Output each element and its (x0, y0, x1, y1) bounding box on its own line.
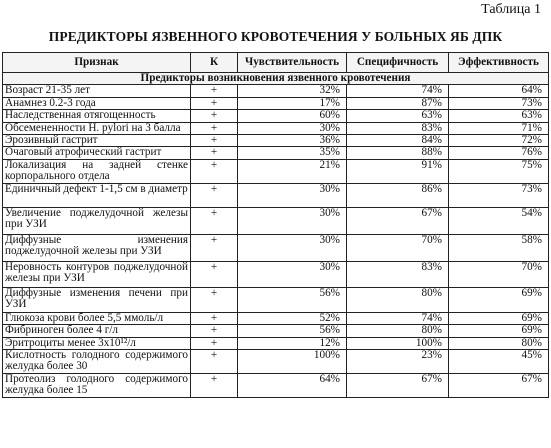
k-cell: + (191, 337, 238, 349)
sign-cell: Неровность контуров поджелудочной железы при УЗИ (3, 261, 191, 287)
section-row (3, 73, 549, 85)
specificity-cell: 63% (347, 110, 449, 122)
sign-cell: Фибриноген более 4 г/л (3, 325, 191, 337)
sign-cell: Возраст 21-35 лет (3, 85, 191, 97)
sign-cell: Очаговый атрофический гастрит (3, 147, 191, 159)
table-row (3, 234, 549, 261)
specificity-cell: 87% (347, 97, 449, 109)
efficiency-cell: 54% (449, 207, 549, 234)
sensitivity-cell: 52% (238, 312, 347, 324)
sensitivity-cell: 32% (238, 85, 347, 97)
sensitivity-cell: 36% (238, 135, 347, 147)
sensitivity-cell: 30% (238, 234, 347, 261)
table-row (3, 97, 549, 109)
table-row (3, 147, 549, 159)
sign-cell: Кислотность голодного содержимого желудка более 30 (3, 350, 191, 374)
table-row (3, 110, 549, 122)
efficiency-cell: 69% (449, 312, 549, 324)
specificity-cell: 83% (347, 122, 449, 134)
efficiency-cell: 45% (449, 350, 549, 374)
k-cell: + (191, 183, 238, 207)
section-title: Предикторы возникновения язвенного кровотечения (3, 73, 549, 85)
table-row (3, 85, 549, 97)
efficiency-cell: 73% (449, 183, 549, 207)
header-k: К (191, 53, 238, 73)
k-cell: + (191, 350, 238, 374)
specificity-cell: 86% (347, 183, 449, 207)
specificity-cell: 23% (347, 350, 449, 374)
table-row (3, 261, 549, 287)
k-cell: + (191, 325, 238, 337)
efficiency-cell: 72% (449, 135, 549, 147)
sensitivity-cell: 30% (238, 261, 347, 287)
k-cell: + (191, 159, 238, 183)
table-row (3, 325, 549, 337)
sensitivity-cell: 21% (238, 159, 347, 183)
efficiency-cell: 63% (449, 110, 549, 122)
table-row (3, 159, 549, 183)
efficiency-cell: 76% (449, 147, 549, 159)
table-row (3, 374, 549, 398)
sensitivity-cell: 30% (238, 122, 347, 134)
k-cell: + (191, 135, 238, 147)
sign-cell: Обсемененности H. pylori на 3 балла (3, 122, 191, 134)
sign-cell: Анамнез 0.2-3 года (3, 97, 191, 109)
sensitivity-cell: 30% (238, 183, 347, 207)
efficiency-cell: 70% (449, 261, 549, 287)
specificity-cell: 84% (347, 135, 449, 147)
k-cell: + (191, 287, 238, 312)
table-row (3, 287, 549, 312)
sensitivity-cell: 12% (238, 337, 347, 349)
sign-cell: Диффузные изменения поджелудочной железы при УЗИ (3, 234, 191, 261)
k-cell: + (191, 147, 238, 159)
sign-cell: Эрозивный гастрит (3, 135, 191, 147)
specificity-cell: 74% (347, 312, 449, 324)
header-sensitivity: Чувствительность (238, 53, 347, 73)
specificity-cell: 80% (347, 287, 449, 312)
k-cell: + (191, 312, 238, 324)
sensitivity-cell: 17% (238, 97, 347, 109)
header-sign: Признак (3, 53, 191, 73)
k-cell: + (191, 207, 238, 234)
sign-cell: Наследственная отягощенность (3, 110, 191, 122)
k-cell: + (191, 97, 238, 109)
table-row (3, 337, 549, 349)
specificity-cell: 100% (347, 337, 449, 349)
efficiency-cell: 58% (449, 234, 549, 261)
sensitivity-cell: 64% (238, 374, 347, 398)
sensitivity-cell: 100% (238, 350, 347, 374)
sign-cell: Локализация на задней стенке корпорального отдела (3, 159, 191, 183)
specificity-cell: 91% (347, 159, 449, 183)
specificity-cell: 74% (347, 85, 449, 97)
header-specificity: Специфичность (347, 53, 449, 73)
predictors-table (2, 52, 549, 398)
sensitivity-cell: 35% (238, 147, 347, 159)
table-row (3, 207, 549, 234)
sign-cell: Глюкоза крови более 5,5 ммоль/л (3, 312, 191, 324)
specificity-cell: 67% (347, 374, 449, 398)
k-cell: + (191, 234, 238, 261)
table-row (3, 122, 549, 134)
efficiency-cell: 69% (449, 287, 549, 312)
table-row (3, 135, 549, 147)
table-row (3, 350, 549, 374)
specificity-cell: 67% (347, 207, 449, 234)
sign-cell: Увеличение поджелудочной железы при УЗИ (3, 207, 191, 234)
sign-cell: Единичный дефект 1-1,5 см в диаметр (3, 183, 191, 207)
k-cell: + (191, 374, 238, 398)
efficiency-cell: 75% (449, 159, 549, 183)
efficiency-cell: 80% (449, 337, 549, 349)
specificity-cell: 88% (347, 147, 449, 159)
table-header-row (3, 53, 549, 73)
efficiency-cell: 67% (449, 374, 549, 398)
specificity-cell: 70% (347, 234, 449, 261)
efficiency-cell: 69% (449, 325, 549, 337)
efficiency-cell: 73% (449, 97, 549, 109)
sensitivity-cell: 56% (238, 287, 347, 312)
page-title: ПРЕДИКТОРЫ ЯЗВЕННОГО КРОВОТЕЧЕНИЯ У БОЛЬНЫХ ЯБ ДПК (48, 29, 503, 44)
efficiency-cell: 64% (449, 85, 549, 97)
sign-cell: Протеолиз голодного содержимого желудка более 15 (3, 374, 191, 398)
sign-cell: Эритроциты менее 3х10¹²/л (3, 337, 191, 349)
k-cell: + (191, 85, 238, 97)
table-caption: Таблица 1 (481, 2, 541, 17)
sensitivity-cell: 30% (238, 207, 347, 234)
k-cell: + (191, 122, 238, 134)
efficiency-cell: 71% (449, 122, 549, 134)
k-cell: + (191, 110, 238, 122)
sensitivity-cell: 56% (238, 325, 347, 337)
sensitivity-cell: 60% (238, 110, 347, 122)
specificity-cell: 83% (347, 261, 449, 287)
k-cell: + (191, 261, 238, 287)
table-row (3, 312, 549, 324)
specificity-cell: 80% (347, 325, 449, 337)
table-row (3, 183, 549, 207)
sign-cell: Диффузные изменения печени при УЗИ (3, 287, 191, 312)
header-efficiency: Эффективность (449, 53, 549, 73)
